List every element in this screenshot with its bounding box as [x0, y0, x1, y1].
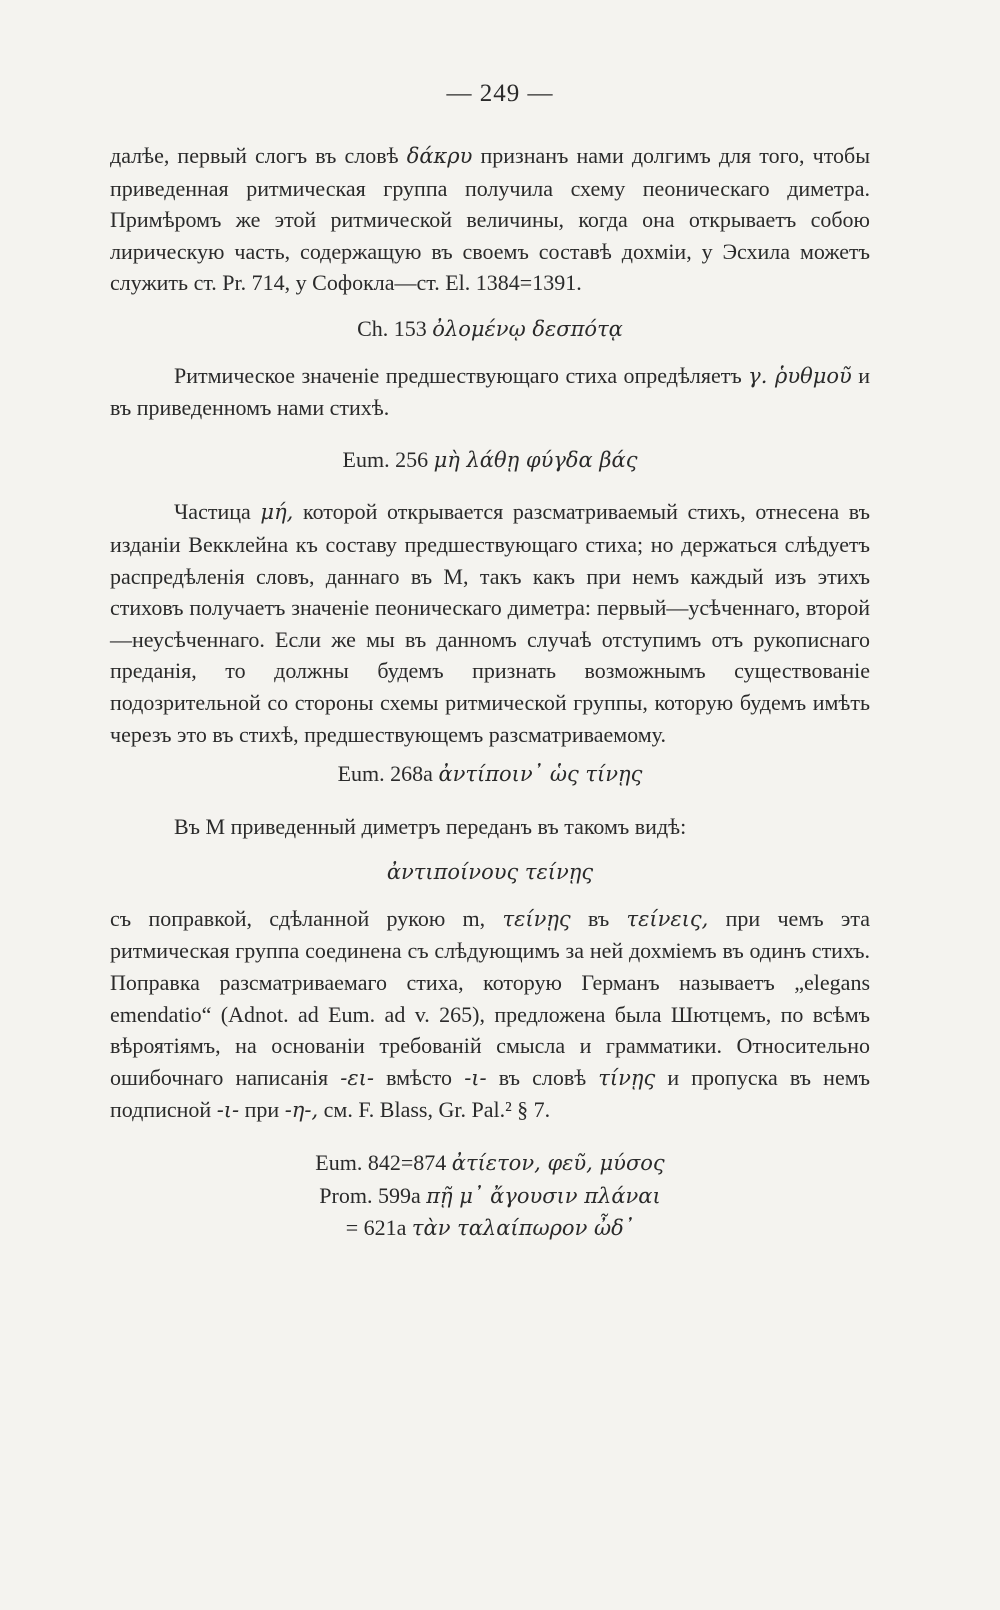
greek-term: τίνῃς	[598, 1065, 656, 1090]
greek-verse: ἀντιποίνους τείνῃς	[386, 860, 594, 885]
verse-heading-3	[110, 758, 870, 791]
text-run: см. F. Blass, Gr. Pal.² § 7.	[318, 1097, 551, 1123]
text-run: Ритмическое значеніе предшествующаго стиха опредѣляетъ	[174, 362, 749, 388]
verse-reference: Eum. 268a	[337, 761, 439, 787]
greek-verse: ἀτίετον, φεῦ, μύσος	[451, 1151, 665, 1176]
paragraph-4	[110, 811, 870, 843]
paragraph-1	[110, 140, 870, 299]
verse-reference: Prom. 599a	[319, 1182, 427, 1208]
page-body	[110, 140, 870, 1245]
text-run: при чемъ эта ритмическая группа соединена съ слѣдующимъ за ней дохміемъ въ одинъ стихъ. Поправка разсматриваемаго стиха, которую Германъ называетъ „elegans emendatio“ (Adnot. ad Eum. ad v. 265), предложена была Шютцемъ, по всѣмъ вѣроятіямъ, на основаніи требованій смысла и грамматики. Относительно ошибочнаго написанія	[110, 905, 870, 1090]
greek-term: -ι-	[216, 1098, 240, 1123]
verse-reference: Ch. 153	[357, 315, 433, 341]
verse-reference: Eum. 256	[342, 446, 434, 472]
paragraph-5	[110, 903, 870, 1127]
verse-reference: = 621a	[345, 1215, 412, 1241]
text-run: въ словѣ	[486, 1064, 599, 1090]
text-run: и въ приведенномъ нами стихѣ.	[110, 362, 871, 421]
text-run: въ	[570, 905, 627, 931]
greek-term: -ει-	[340, 1065, 374, 1090]
page-number: — 249 —	[446, 80, 554, 107]
text-run: признанъ нами долгимъ для того, чтобы приведенная ритмическая группа получила схему пеоническаго диметра. Примѣромъ же этой ритмической величины, когда она открываетъ собою лирическую часть, содержащую въ своемъ составѣ дохміи, у Эсхила можетъ служить ст. Pr. 714, у Софокла—ст. El. 1384=1391.	[110, 143, 870, 296]
text-run: и пропуска въ немъ подписной	[110, 1064, 871, 1123]
greek-term: μή,	[260, 500, 294, 525]
text-run: Частица	[174, 499, 261, 525]
verse-line-1	[110, 1147, 870, 1180]
greek-term: δάκρυ	[406, 144, 473, 168]
verse-line-2	[110, 1180, 870, 1213]
text-run: которой открывается разсматриваемый стихъ, отнесена въ изданіи Векклейна къ составу предшествующаго стиха; но держаться слѣдуетъ распредѣленія словъ, даннаго въ M, такъ какъ при немъ каждый изъ этихъ стиховъ получаетъ значеніе пеоническаго диметра: первый—усѣченнаго, второй—неусѣченнаго. Если же мы въ данномъ случаѣ отступимъ отъ рукописнаго преданія, то должны будемъ признать возможнымъ существованіе подозрительной со стороны схемы ритмической группы, которую будемъ имѣть черезъ это въ стихѣ, предшествующемъ разсматриваемому.	[110, 499, 870, 747]
verse-line-3	[110, 1212, 870, 1245]
greek-term: τείνῃς	[502, 906, 571, 931]
text-run: съ поправкой, сдѣланной рукою m,	[110, 905, 503, 931]
greek-verse: ὀλομένῳ δεσπότᾳ	[432, 316, 623, 341]
text-run: вмѣсто	[373, 1064, 465, 1090]
verse-heading-1	[110, 313, 870, 346]
text-run: далѣе, первый слогъ въ словѣ	[110, 143, 407, 168]
verse-reference: Eum. 842=874	[315, 1150, 452, 1176]
quoted-verse	[110, 856, 870, 889]
greek-term: τείνεις,	[626, 906, 709, 931]
greek-term: γ. ῥυθμοῦ	[748, 363, 852, 388]
greek-verse: πῇ μ᾽ ἄγουσιν πλάναι	[426, 1183, 661, 1208]
greek-verse: τὰν ταλαίπωρον ὦδ᾽	[411, 1216, 635, 1241]
greek-verse: μὴ λάθῃ φύγδα βάς	[433, 447, 638, 472]
greek-term: -ι-	[464, 1065, 487, 1090]
verse-heading-2	[110, 444, 870, 477]
text-run: Въ M приведенный диметръ переданъ въ такомъ видѣ:	[174, 813, 687, 839]
greek-verse: ἀντίποιν᾽ ὡς τίνῃς	[438, 762, 643, 787]
text-run: при	[239, 1097, 285, 1123]
paragraph-3	[110, 496, 870, 750]
greek-term: -η-,	[284, 1098, 319, 1123]
paragraph-2	[110, 360, 870, 424]
